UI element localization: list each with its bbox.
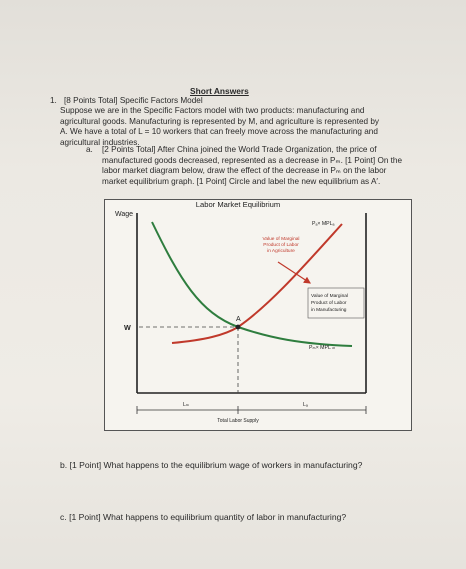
part-a-line: [2 Points Total] After China joined the World Trade Organization, the price of — [102, 145, 377, 154]
manu-curve-label: Pₘ× MPL ₘ — [309, 345, 336, 351]
part-a-label: a. — [86, 145, 93, 154]
part-b — [60, 460, 362, 471]
agri-annotation-line: Product of Labor — [263, 243, 299, 248]
agri-annotation-line: in Agriculture — [267, 249, 295, 254]
agri-curve-label: Pₐ× MPLₐ — [312, 221, 335, 227]
intro-line: Suppose we are in the Specific Factors model with two products: manufacturing and — [60, 106, 365, 115]
agriculture-vmpl-curve — [172, 224, 342, 343]
equilibrium-point — [236, 325, 241, 330]
wage-label: W — [124, 323, 131, 332]
part-a-line: market equilibrium graph. [1 Point] Circle and label the new equilibrium as A′. — [102, 176, 381, 186]
manu-annotation-line: Value of Marginal — [311, 294, 348, 299]
part-b-label: b. — [60, 460, 68, 470]
left-origin-label: Lₘ — [183, 402, 190, 408]
question-title: [8 Points Total] Specific Factors Model — [64, 96, 203, 105]
part-a-line: labor market diagram below, draw the effect of the decrease in Pₘ on the labor — [102, 166, 387, 176]
x-axis-label: Total Labor Supply — [217, 418, 259, 424]
y-axis-label: Wage — [115, 211, 134, 218]
part-a-line: manufactured goods decreased, represented as a decrease in Pₘ. [1 Point] On the — [102, 155, 403, 165]
right-origin-label: Lₐ — [303, 402, 308, 408]
part-c — [60, 512, 346, 523]
section-heading: Short Answers — [190, 86, 249, 96]
agri-annotation-line: Value of Marginal — [262, 237, 300, 242]
question-number: 1. — [50, 96, 57, 105]
intro-line: agricultural industries. — [60, 137, 140, 147]
manu-annotation-line: Product of Labor — [311, 301, 347, 306]
intro-line: agricultural goods. Manufacturing is represented by M, and agriculture is represented by — [60, 116, 380, 126]
equilibrium-label: A — [236, 316, 241, 323]
intro-line: A. We have a total of L = 10 workers that can freely move across the manufacturing and — [60, 127, 378, 137]
part-c-text: [1 Point] What happens to equilibrium quantity of labor in manufacturing? — [69, 512, 347, 522]
part-c-label: c. — [60, 512, 67, 522]
manu-annotation-line: in Manufacturing — [311, 308, 347, 313]
graph-title: Labor Market Equilibrium — [195, 200, 281, 209]
part-b-text: [1 Point] What happens to the equilibrium wage of workers in manufacturing? — [69, 460, 363, 470]
